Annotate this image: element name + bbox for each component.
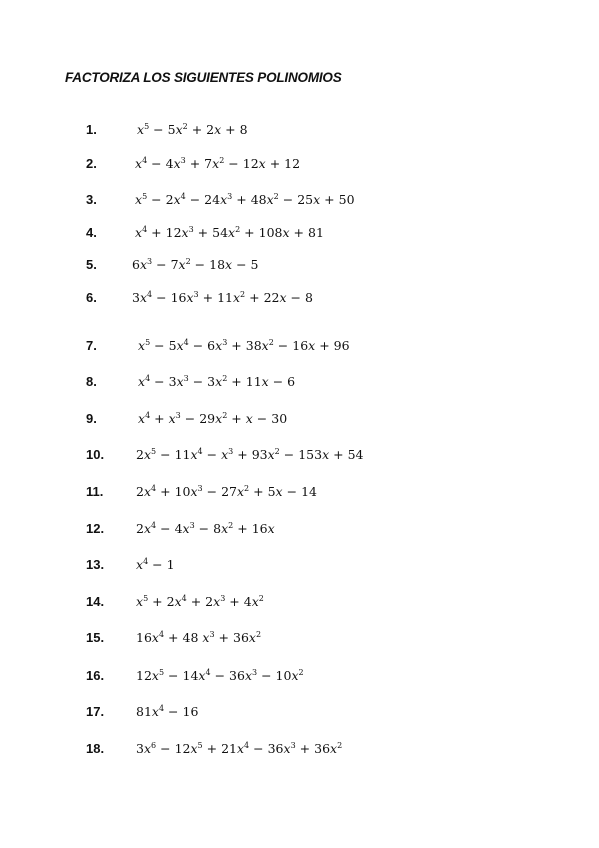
polynomial-expression: $x^4 - 4x^3 + 7x^2 - 12x + 12$ [135,156,301,171]
exercise-number: 15. [86,630,105,645]
polynomial-expression: $x^5 + 2x^4 + 2x^3 + 4x^2$ [136,594,264,609]
polynomial-expression: $2x^5 - 11x^4 - x^3 + 93x^2 - 153x + 54$ [136,447,364,462]
exercise-number: 17. [86,704,105,719]
exercise-item [0,628,599,648]
exercise-item [0,154,599,174]
page-title: FACTORIZA LOS SIGUIENTES POLINOMIOS [65,70,342,85]
exercise-item [0,666,599,686]
polynomial-expression: $6x^3 - 7x^2 - 18x - 5$ [132,257,259,272]
exercise-item [0,409,599,429]
exercise-item [0,255,599,275]
exercise-number: 8. [86,374,97,389]
exercise-number: 11. [86,484,104,499]
exercise-number: 4. [86,225,97,240]
exercise-item [0,702,599,722]
exercise-number: 1. [86,122,97,137]
polynomial-expression: $12x^5 - 14x^4 - 36x^3 - 10x^2$ [136,668,304,683]
polynomial-expression: $x^4 + 12x^3 + 54x^2 + 108x + 81$ [135,225,324,240]
exercise-number: 9. [86,411,97,426]
exercise-item [0,739,599,759]
exercise-number: 7. [86,338,97,353]
exercise-item [0,223,599,243]
exercise-item [0,120,599,140]
exercise-item [0,519,599,539]
exercise-item [0,372,599,392]
polynomial-expression: $2x^4 - 4x^3 - 8x^2 + 16x$ [136,521,275,536]
exercise-item [0,190,599,210]
polynomial-expression: $3x^6 - 12x^5 + 21x^4 - 36x^3 + 36x^2$ [136,741,343,756]
polynomial-expression: $x^5 - 5x^4 - 6x^3 + 38x^2 - 16x + 96$ [138,338,350,353]
exercise-item [0,592,599,612]
polynomial-expression: $81x^4 - 16$ [136,704,199,719]
exercise-number: 14. [86,594,105,609]
exercise-item [0,445,599,465]
exercise-number: 10. [86,447,105,462]
exercise-number: 13. [86,557,105,572]
exercise-item [0,336,599,356]
exercise-number: 2. [86,156,97,171]
polynomial-expression: $x^5 - 2x^4 - 24x^3 + 48x^2 - 25x + 50$ [135,192,355,207]
exercise-item [0,555,599,575]
polynomial-expression: $x^4 - 1$ [136,557,175,572]
polynomial-expression: $x^5 - 5x^2 + 2x + 8$ [137,122,248,137]
exercise-number: 6. [86,290,97,305]
exercise-number: 12. [86,521,105,536]
exercise-item [0,288,599,308]
polynomial-expression: $2x^4 + 10x^3 - 27x^2 + 5x - 14$ [136,484,317,499]
exercise-item [0,482,599,502]
exercise-number: 5. [86,257,97,272]
exercise-number: 16. [86,668,105,683]
exercise-number: 3. [86,192,97,207]
exercise-number: 18. [86,741,105,756]
polynomial-expression: $16x^4 + 48$ $x^3 + 36x^2$ [136,630,262,645]
polynomial-expression: $x^4 - 3x^3 - 3x^2 + 11x - 6$ [138,374,296,389]
polynomial-expression: $3x^4 - 16x^3 + 11x^2 + 22x - 8$ [132,290,313,305]
polynomial-expression: $x^4 + x^3 - 29x^2 + x - 30$ [138,411,288,426]
